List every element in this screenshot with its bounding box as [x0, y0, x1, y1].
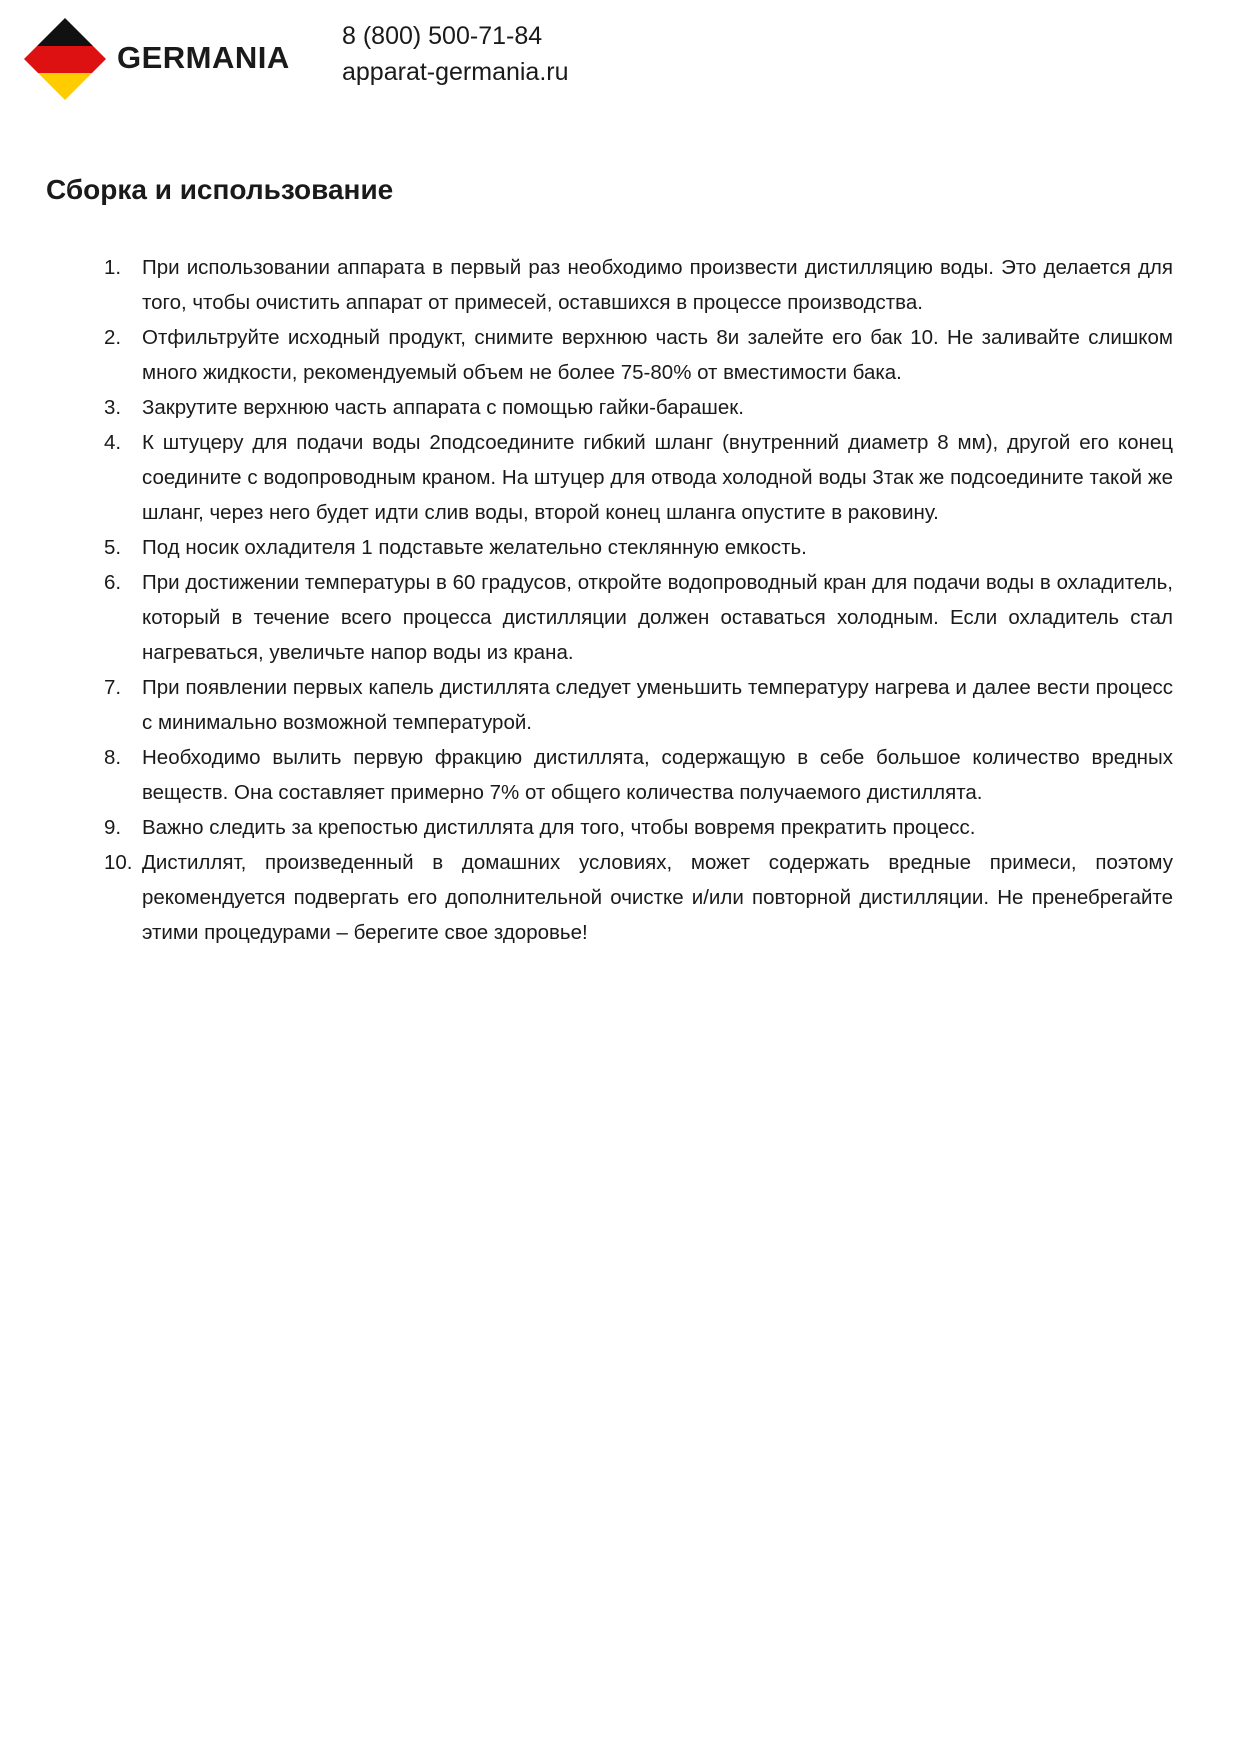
step-number: 9. — [104, 816, 122, 839]
list-item — [0, 530, 1241, 565]
step-number: 5. — [104, 536, 122, 559]
brand-name: GERMANIA — [117, 40, 290, 75]
step-number: 2. — [104, 326, 122, 349]
list-item — [0, 565, 1241, 670]
contact-info — [342, 18, 569, 90]
step-text: Отфильтруйте исходный продукт, снимите верхнюю часть 8и залейте его бак 10. Не заливайте слишком много жидкости, рекомендуемый объем не более 75-80% от вместимости бака. — [142, 326, 1173, 384]
page-header — [24, 18, 724, 102]
instruction-steps-list — [0, 250, 1241, 950]
list-item — [0, 320, 1241, 390]
step-text: К штуцеру для подачи воды 2подсоедините гибкий шланг (внутренний диаметр 8 мм), другой его конец соедините с водопроводным краном. На штуцер для отвода холодной воды 3так же подсоедините такой же шланг, через него будет идти слив воды, второй конец шланга опустите в раковину. — [142, 431, 1173, 524]
list-item — [0, 810, 1241, 845]
list-item — [0, 425, 1241, 530]
step-number: 10. — [104, 851, 133, 874]
step-text: При появлении первых капель дистиллята следует уменьшить температуру нагрева и далее вести процесс с минимально возможной температурой. — [142, 676, 1173, 734]
step-number: 4. — [104, 431, 122, 454]
step-text: При использовании аппарата в первый раз необходимо произвести дистилляцию воды. Это делается для того, чтобы очистить аппарат от примесей, оставшихся в процессе производства. — [142, 256, 1173, 314]
phone-number: 8 (800) 500-71-84 — [342, 22, 543, 50]
list-item — [0, 390, 1241, 425]
section-title: Сборка и использование — [46, 174, 394, 205]
germania-flag-logo-icon — [24, 18, 106, 100]
list-item — [0, 740, 1241, 810]
step-text: При достижении температуры в 60 градусов, откройте водопроводный кран для подачи воды в охладитель, который в течение всего процесса дистилляции должен оставаться холодным. Если охладитель стал нагреваться, увеличьте напор воды из крана. — [142, 571, 1173, 664]
website-address: apparat-germania.ru — [342, 58, 569, 86]
step-number: 3. — [104, 396, 122, 419]
step-number: 8. — [104, 746, 122, 769]
step-text: Закрутите верхнюю часть аппарата с помощью гайки-барашек. — [142, 396, 744, 419]
list-item — [0, 845, 1241, 950]
list-item — [0, 670, 1241, 740]
step-number: 1. — [104, 256, 122, 279]
step-text: Важно следить за крепостью дистиллята для того, чтобы вовремя прекратить процесс. — [142, 816, 976, 839]
step-text: Необходимо вылить первую фракцию дистиллята, содержащую в себе большое количество вредных веществ. Она составляет примерно 7% от общего количества получаемого дистиллята. — [142, 746, 1173, 804]
step-number: 7. — [104, 676, 122, 699]
step-number: 6. — [104, 571, 122, 594]
step-text: Дистиллят, произведенный в домашних условиях, может содержать вредные примеси, поэтому рекомендуется подвергать его дополнительной очистке и/или повторной дистилляции. Не пренебрегайте этими процедурами – берегите свое здоровье! — [142, 851, 1173, 944]
list-item — [0, 250, 1241, 320]
step-text: Под носик охладителя 1 подставьте желательно стеклянную емкость. — [142, 536, 807, 559]
